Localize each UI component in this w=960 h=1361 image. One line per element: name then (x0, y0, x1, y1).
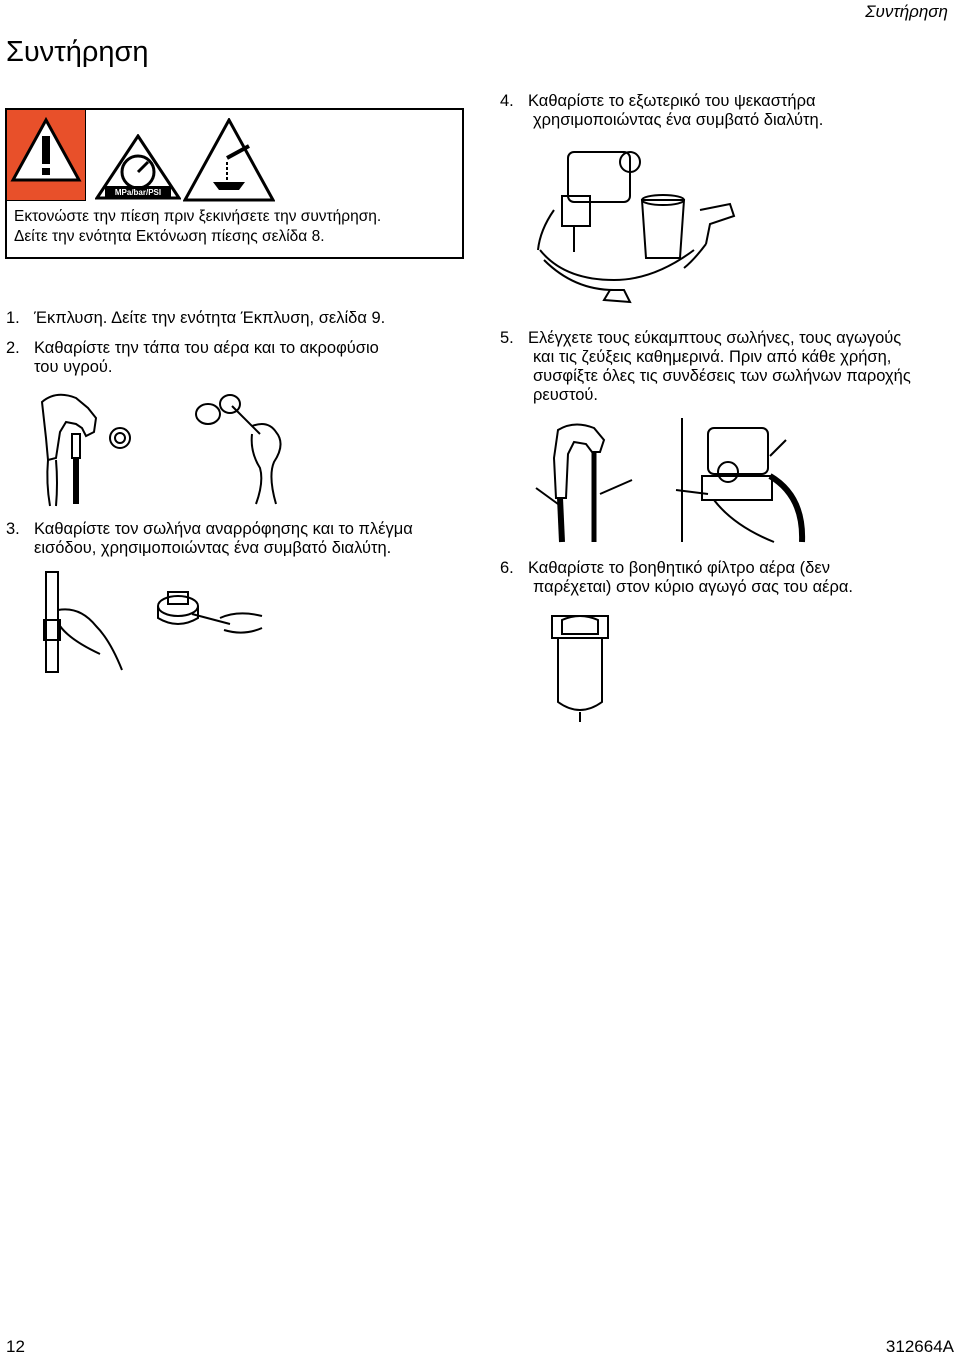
warning-line-2: Δείτε την ενότητα Εκτόνωση πίεσης σελίδα 8. (14, 228, 325, 245)
pressure-gauge-icon (95, 134, 181, 200)
document-number: 312664A (885, 1337, 954, 1356)
step-6 (500, 559, 950, 597)
step-number: 6. (500, 559, 514, 577)
manifold-connections-illustration (674, 416, 824, 544)
sprayer-unit-illustration (534, 140, 744, 310)
warning-line-1: Εκτονώστε την πίεση πριν ξεκινήσετε την συντήρηση. (14, 208, 382, 225)
step-text-line-2: του υγρού. (34, 358, 113, 376)
warning-band (7, 110, 86, 201)
step-text-line-1: Καθαρίστε το εξωτερικό του ψεκαστήρα (528, 92, 816, 110)
warning-box (5, 108, 464, 259)
brush-cleaning-illustration (190, 392, 290, 508)
step-text-line-2: παρέχεται) στον κύριο αγωγό σας του αέρα. (533, 578, 853, 596)
air-filter-illustration (548, 610, 612, 726)
step-text-line-2: και τις ζεύξεις καθημερινά. Πριν από κάθε χρήση, (533, 348, 892, 366)
step-number: 2. (6, 339, 20, 357)
gauge-label: MPa/bar/PSI (114, 188, 162, 197)
step-1 (6, 309, 466, 328)
spray-gun-illustration (36, 388, 146, 508)
warning-text (14, 207, 464, 247)
inlet-screen-cleaning-illustration (154, 588, 266, 662)
step-number: 1. (6, 309, 20, 327)
step-text-line-2: εισόδου, χρησιμοποιώντας ένα συμβατό διαλύτη. (34, 539, 392, 557)
step-text-line-1: Καθαρίστε το βοηθητικό φίλτρο αέρα (δεν (528, 559, 830, 577)
exclamation-warning-icon (7, 110, 85, 200)
step-3 (6, 520, 476, 558)
gun-hose-connections-illustration (534, 418, 638, 544)
step-text-line-1: Καθαρίστε τον σωλήνα αναρρόφησης και το πλέγμα (34, 520, 413, 538)
running-header: Συντήρηση (865, 2, 948, 21)
step-text-line-2: χρησιμοποιώντας ένα συμβατό διαλύτη. (533, 111, 824, 129)
page-number: 12 (6, 1337, 25, 1356)
step-2 (6, 339, 466, 377)
fluid-hazard-icon (183, 118, 275, 202)
step-text-line-1: Ελέγχετε τους εύκαμπτους σωλήνες, τους αγωγούς (528, 329, 902, 347)
step-5 (500, 329, 960, 405)
step-4 (500, 92, 950, 130)
step-text: Έκπλυση. Δείτε την ενότητα Έκπλυση, σελίδα 9. (34, 309, 386, 327)
step-text-line-4: ρευστού. (533, 386, 599, 404)
step-text-line-1: Καθαρίστε την τάπα του αέρα και το ακροφύσιο (34, 339, 379, 357)
step-number: 3. (6, 520, 20, 538)
step-number: 5. (500, 329, 514, 347)
step-number: 4. (500, 92, 514, 110)
suction-tube-cleaning-illustration (40, 570, 130, 676)
section-title: Συντήρηση (6, 36, 149, 68)
step-text-line-3: συσφίξτε όλες τις συνδέσεις των σωλήνων παροχής (533, 367, 911, 385)
